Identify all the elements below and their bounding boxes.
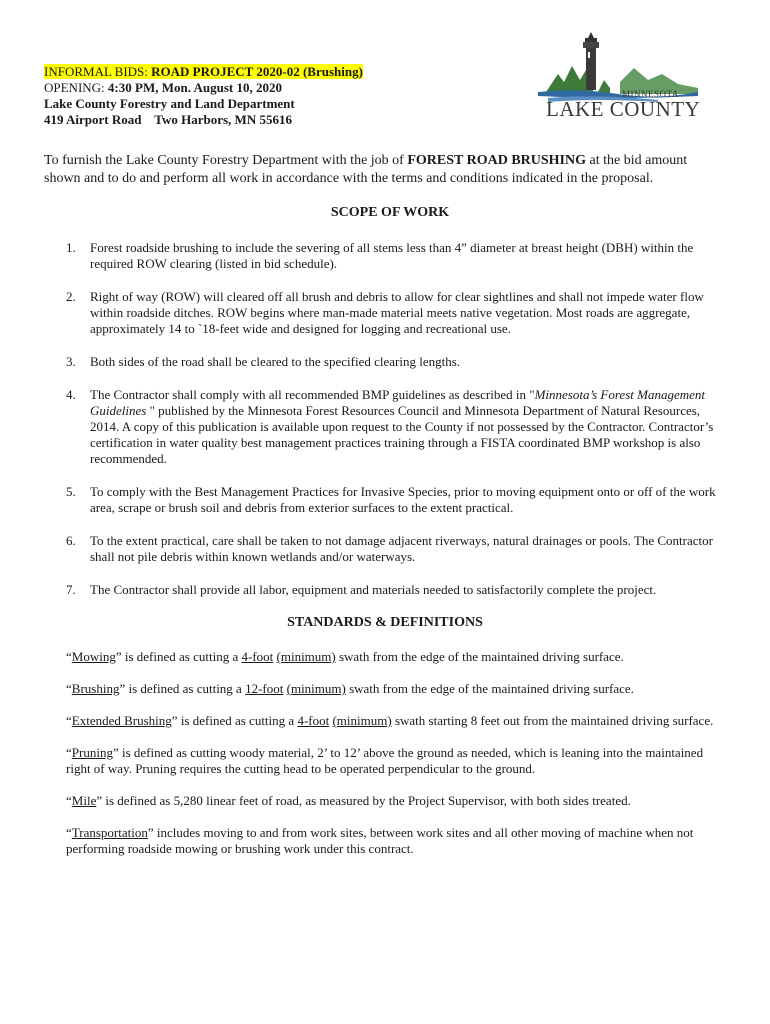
minimum-label: (minimum): [286, 681, 346, 696]
scope-item-number: 2.: [66, 289, 76, 304]
intro-job-name: FOREST ROAD BRUSHING: [407, 153, 587, 168]
scope-item-text: To the extent practical, care shall be taken to not damage adjacent riverways, natural drainages or pools. The Contractor shall not pile debris within known wetlands and/or waterways.: [90, 533, 713, 564]
scope-item-text: The Contractor shall comply with all recommended BMP guidelines as described in ": [90, 387, 535, 402]
definition-text: ” is defined as cutting a: [171, 713, 298, 728]
standards-definitions-heading: STANDARDS & DEFINITIONS: [287, 615, 483, 630]
address-line: [44, 112, 524, 128]
scope-item-text: The Contractor shall provide all labor, equipment and materials needed to satisfactorily complete the project.: [90, 582, 657, 597]
scope-item: [66, 354, 721, 370]
scope-item-number: 7.: [66, 582, 76, 597]
swath-size: 12-foot: [245, 681, 284, 696]
minimum-label: (minimum): [276, 649, 336, 664]
defined-term: Transportation: [71, 825, 148, 840]
intro-paragraph: [44, 152, 704, 188]
open-quote: “: [66, 793, 72, 808]
defined-term: Mowing: [71, 649, 116, 664]
scope-of-work-list: [66, 240, 721, 615]
scope-item-text: Right of way (ROW) will cleared off all brush and debris to allow for clear sightlines and shall not impede water flow within roadside ditches. ROW begins where man-made material meets native vegetation. Most roads are aggregate, approximately 14 to `18-feet wide and designed for logging and recreational use.: [90, 289, 704, 336]
scope-item: [66, 387, 721, 467]
defined-term: Extended Brushing: [71, 713, 172, 728]
lake-county-logo: [538, 30, 708, 122]
scope-of-work-heading: SCOPE OF WORK: [330, 205, 450, 220]
scope-item-number: 4.: [66, 387, 76, 402]
open-quote: “: [66, 649, 72, 664]
scope-item: [66, 289, 721, 337]
open-quote: “: [66, 745, 72, 760]
department-name: Lake County Forestry and Land Department: [44, 96, 295, 111]
definition-transportation: [66, 825, 726, 857]
open-quote: “: [66, 713, 72, 728]
scope-item: [66, 533, 721, 565]
minimum-label: (minimum): [332, 713, 392, 728]
opening-label: OPENING:: [44, 80, 108, 95]
defined-term: Mile: [71, 793, 97, 808]
opening-line: [44, 80, 524, 96]
swath-size: 4-foot: [241, 649, 274, 664]
swath-size: 4-foot: [297, 713, 330, 728]
definition-text: ” is defined as cutting woody material, 2’ to 12’ above the ground as needed, which is leaning into the maintained right of way. Pruning requires the cutting head to be operated perpendicular to the ground.: [66, 745, 704, 776]
scope-item-text-cont: " published by the Minnesota Forest Resources Council and Minnesota Department of Natural Resources, 2014. A copy of this publication is available upon request to the County if not possessed by the Contractor. Contractor’s certification in water quality best management practices training through a FISTA coordinated BMP workshop is also recommended.: [90, 403, 714, 466]
definition-mowing: [66, 649, 726, 665]
department-line: [44, 96, 524, 112]
definition-text: ” includes moving to and from work sites, between work sites and all other moving of machine when not performing roadside mowing or brushing work under this contract.: [66, 825, 694, 856]
bid-title-project: ROAD PROJECT 2020-02 (Brushing): [151, 64, 363, 79]
defined-term: Brushing: [71, 681, 120, 696]
scope-item-text: Forest roadside brushing to include the severing of all stems less than 4” diameter at breast height (DBH) within the required ROW clearing (listed in bid schedule).: [90, 240, 694, 271]
bid-header: [44, 64, 524, 128]
logo-state-text: MINNESOTA: [622, 89, 679, 99]
scope-item-text: Both sides of the road shall be cleared to the specified clearing lengths.: [90, 354, 461, 369]
definition-pruning: [66, 745, 726, 777]
bid-title-prefix: INFORMAL BIDS:: [44, 64, 152, 79]
open-quote: “: [66, 825, 72, 840]
definition-brushing: [66, 681, 726, 697]
bid-title-line: [44, 64, 524, 80]
scope-item-number: 5.: [66, 484, 76, 499]
scope-item: [66, 582, 721, 598]
highlighted-bid-title: [44, 64, 363, 79]
definition-text: ” is defined as 5,280 linear feet of road, as measured by the Project Supervisor, with both sides treated.: [96, 793, 631, 808]
intro-text-end: at the bid amount shown and to do and perform all work in accordance with the terms and conditions indicated in the proposal.: [44, 153, 688, 186]
definition-text: swath from the edge of the maintained driving surface.: [335, 649, 624, 664]
definition-extended-brushing: [66, 713, 726, 729]
open-quote: “: [66, 681, 72, 696]
definitions-list: [66, 649, 726, 873]
department-address: 419 Airport Road Two Harbors, MN 55616: [44, 112, 292, 127]
scope-item-text: To comply with the Best Management Practices for Invasive Species, prior to moving equipment onto or off of the work area, scrape or brush soil and debris from exterior surfaces to the extent practical.: [90, 484, 716, 515]
scope-item: [66, 240, 721, 272]
scope-item: [66, 484, 721, 516]
definition-mile: [66, 793, 726, 809]
intro-text-start: To furnish the Lake County Forestry Department with the job of: [44, 153, 408, 168]
logo-county-text: LAKE COUNTY: [546, 97, 701, 121]
definition-text: ” is defined as cutting a: [119, 681, 246, 696]
definition-text: ” is defined as cutting a: [115, 649, 242, 664]
definition-text: swath from the edge of the maintained driving surface.: [345, 681, 634, 696]
opening-datetime: 4:30 PM, Mon. August 10, 2020: [107, 80, 282, 95]
scope-item-number: 1.: [66, 240, 76, 255]
scope-item-number: 6.: [66, 533, 76, 548]
scope-item-number: 3.: [66, 354, 76, 369]
guidelines-title: Minnesota’s Forest Management Guidelines: [90, 387, 705, 418]
definition-text: swath starting 8 feet out from the maintained driving surface.: [391, 713, 714, 728]
defined-term: Pruning: [71, 745, 113, 760]
